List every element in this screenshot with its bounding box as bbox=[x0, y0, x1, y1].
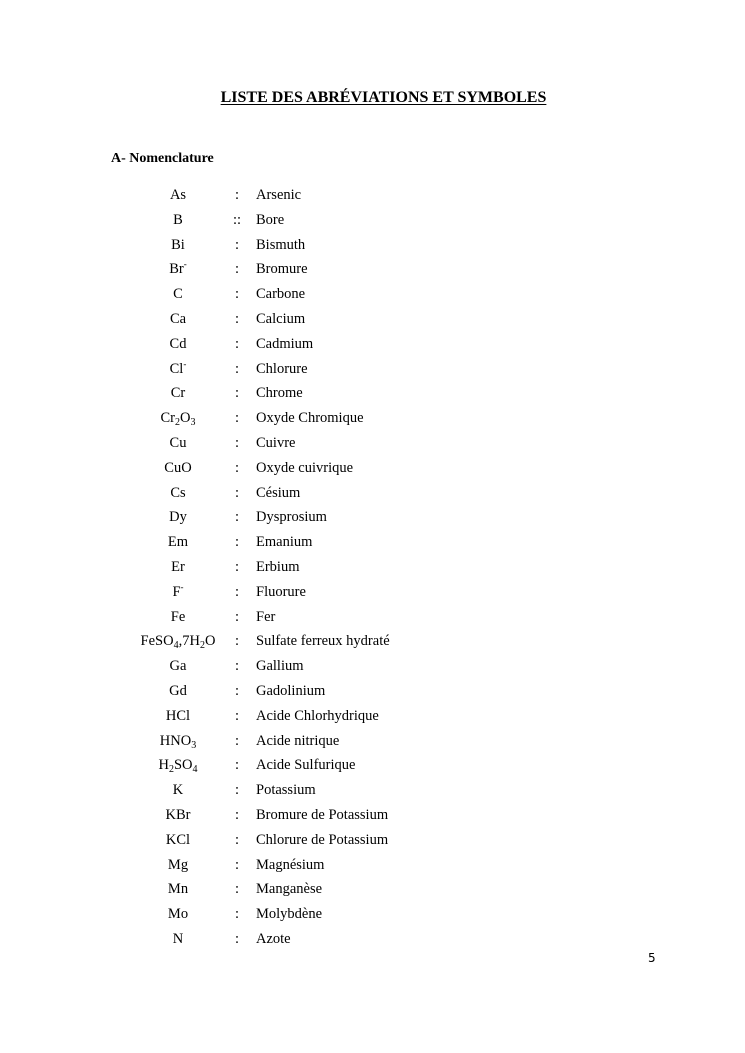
abbreviation-symbol: Cr bbox=[170, 385, 186, 402]
abbreviation-separator: : bbox=[234, 236, 240, 253]
abbreviation-list bbox=[0, 183, 745, 952]
abbreviation-symbol: Br- bbox=[169, 259, 187, 278]
abbreviation-symbol: N bbox=[172, 930, 184, 947]
abbreviation-separator: : bbox=[234, 608, 240, 625]
abbreviation-meaning: Chlorure de Potassium bbox=[256, 831, 389, 848]
abbreviation-row bbox=[0, 778, 745, 803]
abbreviation-symbol: Dy bbox=[169, 509, 187, 526]
abbreviation-meaning: Césium bbox=[256, 484, 301, 501]
abbreviation-row bbox=[0, 580, 745, 605]
abbreviation-meaning: Acide Sulfurique bbox=[256, 757, 356, 774]
abbreviation-symbol: Cl- bbox=[169, 358, 187, 377]
abbreviation-symbol: Gd bbox=[169, 682, 187, 699]
abbreviation-meaning: Dysprosium bbox=[256, 509, 327, 526]
abbreviation-symbol: Mo bbox=[167, 906, 189, 923]
abbreviation-symbol: $FeSO_4,7H_2O$ bbox=[140, 633, 216, 652]
abbreviation-symbol: C bbox=[173, 286, 183, 303]
abbreviation-separator: : bbox=[234, 385, 240, 402]
abbreviation-separator: : bbox=[234, 856, 240, 873]
abbreviation-row bbox=[0, 332, 745, 357]
abbreviation-separator: : bbox=[234, 335, 240, 352]
abbreviation-separator: : bbox=[234, 707, 240, 724]
abbreviation-row bbox=[0, 828, 745, 853]
abbreviation-symbol: Ca bbox=[169, 310, 187, 327]
abbreviation-symbol: Bi bbox=[171, 236, 185, 253]
abbreviation-separator: : bbox=[234, 633, 240, 650]
abbreviation-row bbox=[0, 233, 745, 258]
abbreviation-row bbox=[0, 704, 745, 729]
page-title: LISTE DES ABRÉVIATIONS ET SYMBOLES bbox=[220, 89, 547, 106]
abbreviation-meaning: Cadmium bbox=[256, 335, 314, 352]
abbreviation-meaning: Acide nitrique bbox=[256, 732, 340, 749]
abbreviation-meaning: Cuivre bbox=[256, 434, 296, 451]
abbreviation-meaning: Azote bbox=[256, 930, 291, 947]
abbreviation-meaning: Arsenic bbox=[256, 187, 302, 203]
abbreviation-symbol: $H_2SO_4$ bbox=[158, 757, 198, 776]
abbreviation-symbol: CuO bbox=[164, 459, 192, 476]
abbreviation-separator: :: bbox=[232, 211, 242, 228]
abbreviation-meaning: Oxyde cuivrique bbox=[256, 459, 354, 476]
abbreviation-meaning: Manganèse bbox=[256, 881, 323, 898]
abbreviation-row bbox=[0, 654, 745, 679]
abbreviation-separator: : bbox=[234, 930, 240, 947]
abbreviation-row bbox=[0, 505, 745, 530]
abbreviation-row bbox=[0, 257, 745, 282]
abbreviation-row bbox=[0, 481, 745, 506]
abbreviation-meaning: Chlorure bbox=[256, 360, 308, 377]
abbreviation-separator: : bbox=[234, 906, 240, 923]
abbreviation-row bbox=[0, 629, 745, 654]
abbreviation-row bbox=[0, 877, 745, 902]
abbreviation-separator: : bbox=[234, 782, 240, 799]
abbreviation-row bbox=[0, 183, 745, 208]
abbreviation-row bbox=[0, 853, 745, 878]
abbreviation-meaning: Bromure de Potassium bbox=[256, 806, 389, 823]
abbreviation-separator: : bbox=[234, 410, 240, 427]
abbreviation-meaning: Emanium bbox=[256, 534, 313, 551]
abbreviation-separator: : bbox=[234, 434, 240, 451]
abbreviation-meaning: Bismuth bbox=[256, 236, 306, 253]
abbreviation-meaning: Erbium bbox=[256, 558, 300, 575]
abbreviation-row bbox=[0, 406, 745, 431]
abbreviation-meaning: Gadolinium bbox=[256, 682, 326, 699]
abbreviation-symbol: Mg bbox=[167, 856, 189, 873]
abbreviation-separator: : bbox=[234, 261, 240, 278]
abbreviation-separator: : bbox=[234, 534, 240, 551]
abbreviation-row bbox=[0, 381, 745, 406]
abbreviation-meaning: Chrome bbox=[256, 385, 303, 402]
abbreviation-symbol: B bbox=[173, 211, 183, 228]
abbreviation-separator: : bbox=[234, 484, 240, 501]
abbreviation-meaning: Bore bbox=[256, 211, 285, 228]
abbreviation-meaning: Fluorure bbox=[256, 583, 306, 600]
abbreviation-separator: : bbox=[234, 286, 240, 303]
abbreviation-meaning: Potassium bbox=[256, 782, 316, 799]
abbreviation-symbol: F- bbox=[172, 581, 184, 600]
abbreviation-row bbox=[0, 927, 745, 952]
abbreviation-meaning: Carbone bbox=[256, 286, 306, 303]
abbreviation-meaning: Oxyde Chromique bbox=[256, 410, 364, 427]
abbreviation-symbol: $HNO_3$ bbox=[159, 732, 197, 751]
abbreviation-symbol: Cd bbox=[169, 335, 187, 352]
abbreviation-row bbox=[0, 530, 745, 555]
abbreviation-separator: : bbox=[234, 187, 240, 203]
abbreviation-row bbox=[0, 605, 745, 630]
abbreviation-symbol: Cs bbox=[170, 484, 186, 501]
abbreviation-meaning: Sulfate ferreux hydraté bbox=[256, 633, 390, 650]
abbreviation-symbol: KCl bbox=[165, 831, 191, 848]
abbreviation-separator: : bbox=[234, 682, 240, 699]
abbreviation-row bbox=[0, 555, 745, 580]
abbreviation-row bbox=[0, 282, 745, 307]
abbreviation-row bbox=[0, 753, 745, 778]
abbreviation-symbol: Mn bbox=[167, 881, 189, 898]
abbreviation-meaning: Calcium bbox=[256, 310, 306, 327]
abbreviation-meaning: Gallium bbox=[256, 658, 304, 675]
abbreviation-separator: : bbox=[234, 658, 240, 675]
abbreviation-separator: : bbox=[234, 881, 240, 898]
abbreviation-symbol: As bbox=[169, 187, 187, 203]
abbreviation-symbol: KBr bbox=[165, 806, 191, 823]
abbreviation-symbol: Er bbox=[171, 558, 185, 575]
abbreviation-separator: : bbox=[234, 732, 240, 749]
abbreviation-separator: : bbox=[234, 459, 240, 476]
abbreviation-symbol: HCl bbox=[165, 707, 191, 724]
abbreviation-separator: : bbox=[234, 583, 240, 600]
abbreviation-row bbox=[0, 431, 745, 456]
abbreviation-row bbox=[0, 803, 745, 828]
abbreviation-separator: : bbox=[234, 831, 240, 848]
abbreviation-separator: : bbox=[234, 310, 240, 327]
abbreviation-symbol: Fe bbox=[170, 608, 186, 625]
abbreviation-row bbox=[0, 679, 745, 704]
abbreviation-meaning: Magnésium bbox=[256, 856, 325, 873]
abbreviation-row bbox=[0, 208, 745, 233]
abbreviation-separator: : bbox=[234, 558, 240, 575]
abbreviation-separator: : bbox=[234, 509, 240, 526]
abbreviation-meaning: Fer bbox=[256, 608, 276, 625]
abbreviation-symbol: Ga bbox=[169, 658, 187, 675]
section-heading: A- Nomenclature bbox=[111, 151, 214, 166]
abbreviation-separator: : bbox=[234, 360, 240, 377]
abbreviation-separator: : bbox=[234, 806, 240, 823]
abbreviation-meaning: Molybdène bbox=[256, 906, 323, 923]
abbreviation-row bbox=[0, 357, 745, 382]
abbreviation-row bbox=[0, 902, 745, 927]
abbreviation-row bbox=[0, 456, 745, 481]
abbreviation-symbol: $Cr_2O_3$ bbox=[160, 410, 196, 429]
abbreviation-meaning: Acide Chlorhydrique bbox=[256, 707, 379, 724]
abbreviation-symbol: Em bbox=[167, 534, 189, 551]
page-number: 5 bbox=[648, 951, 656, 965]
abbreviation-symbol: K bbox=[172, 782, 184, 799]
abbreviation-symbol: Cu bbox=[169, 434, 187, 451]
abbreviation-separator: : bbox=[234, 757, 240, 774]
abbreviation-row bbox=[0, 307, 745, 332]
abbreviation-meaning: Bromure bbox=[256, 261, 308, 278]
abbreviation-row bbox=[0, 729, 745, 754]
